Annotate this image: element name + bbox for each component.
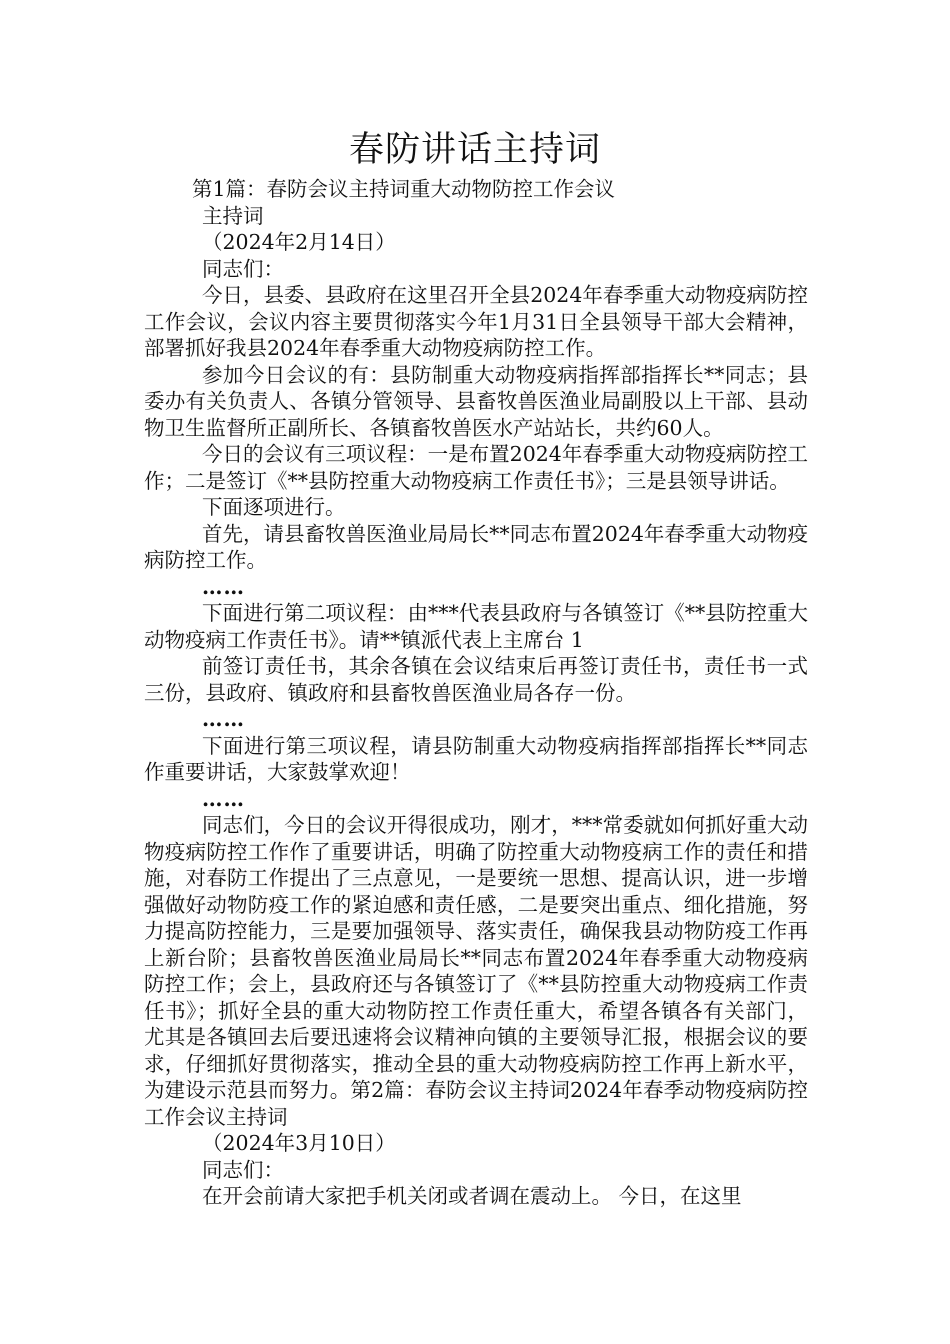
paragraph: 首先，请县畜牧兽医渔业局局长**同志布置2024年春季重大动物疫病防控工作。 (144, 521, 808, 572)
paragraph: 同志们，今日的会议开得很成功，刚才，***常委就如何抓好重大动物疫病防控工作作了重要讲话，明确了防控重大动物疫病工作的责任和措施，对春防工作提出了三点意见，一是要统一思想、提高认识，进一步增强做好动物防疫工作的紧迫感和责任感，二是要突出重点、细化措施，努力提高防控能力，三是要加强领导、落实责任，确保我县动物防疫工作再上新台阶；县畜牧兽医渔业局局长**同志布置2024年春季重大动物疫病防控工作；会上，县政府还与各镇签订了《**县防控重大动物疫病工作责任书》；抓好全县的重大动物防控工作责任重大，希望各镇各有关部门，尤其是各镇回去后要迅速将会议精神向镇的主要领导汇报，根据会议的要求，仔细抓好贯彻落实，推动全县的重大动物疫病防控工作再上新水平，为建设示范县而努力。第2篇：春防会议主持词2024年春季动物疫病防控工作会议主持词 (144, 813, 808, 1129)
document-title: 春防讲话主持词 (348, 130, 601, 170)
paragraph: 主持词 (202, 203, 264, 228)
paragraph: 下面进行第二项议程：由***代表县政府与各镇签订《**县防控重大动物疫病工作责任书》。请**镇派代表上主席台 1 (144, 601, 808, 652)
paragraph: 今日，县委、县政府在这里召开全县2024年春季重大动物疫病防控工作会议，会议内容主要贯彻落实今年1月31日全县领导干部大会精神，部署抓好我县2024年春季重大动物疫病防控工作。 (144, 283, 808, 360)
paragraph: 同志们： (202, 1157, 284, 1182)
paragraph: 下面逐项进行。 (202, 495, 346, 519)
paragraph: 在开会前请大家把手机关闭或者调在震动上。 今日，在这里 (202, 1184, 742, 1208)
paragraph: 参加今日会议的有：县防制重大动物疫病指挥部指挥长**同志；县委办有关负责人、各镇分管领导、县畜牧兽医渔业局副股以上干部、县动物卫生监督所正副所长、各镇畜牧兽医水产站站长，共约60人。 (144, 362, 808, 440)
paragraph: （2024年2月14日） (202, 230, 396, 254)
ellipsis-paragraph: …… (202, 707, 245, 731)
document-body (144, 176, 808, 1210)
paragraph: 前签订责任书，其余各镇在会议结束后再签订责任书，责任书一式三份，县政府、镇政府和县畜牧兽医渔业局各存一份。 (144, 654, 808, 705)
ellipsis-paragraph: …… (202, 574, 245, 599)
paragraph: 下面进行第三项议程，请县防制重大动物疫病指挥部指挥长**同志作重要讲话，大家鼓掌欢迎！ (144, 733, 808, 784)
ellipsis-paragraph: …… (202, 786, 245, 811)
paragraph: 第1篇：春防会议主持词重大动物防控工作会议 (192, 177, 616, 201)
paragraph: （2024年3月10日） (202, 1131, 396, 1155)
paragraph: 同志们： (202, 256, 284, 281)
paragraph: 今日的会议有三项议程：一是布置2024年春季重大动物疫病防控工作；二是签订《**县防控重大动物疫病工作责任书》；三是县领导讲话。 (144, 442, 808, 493)
